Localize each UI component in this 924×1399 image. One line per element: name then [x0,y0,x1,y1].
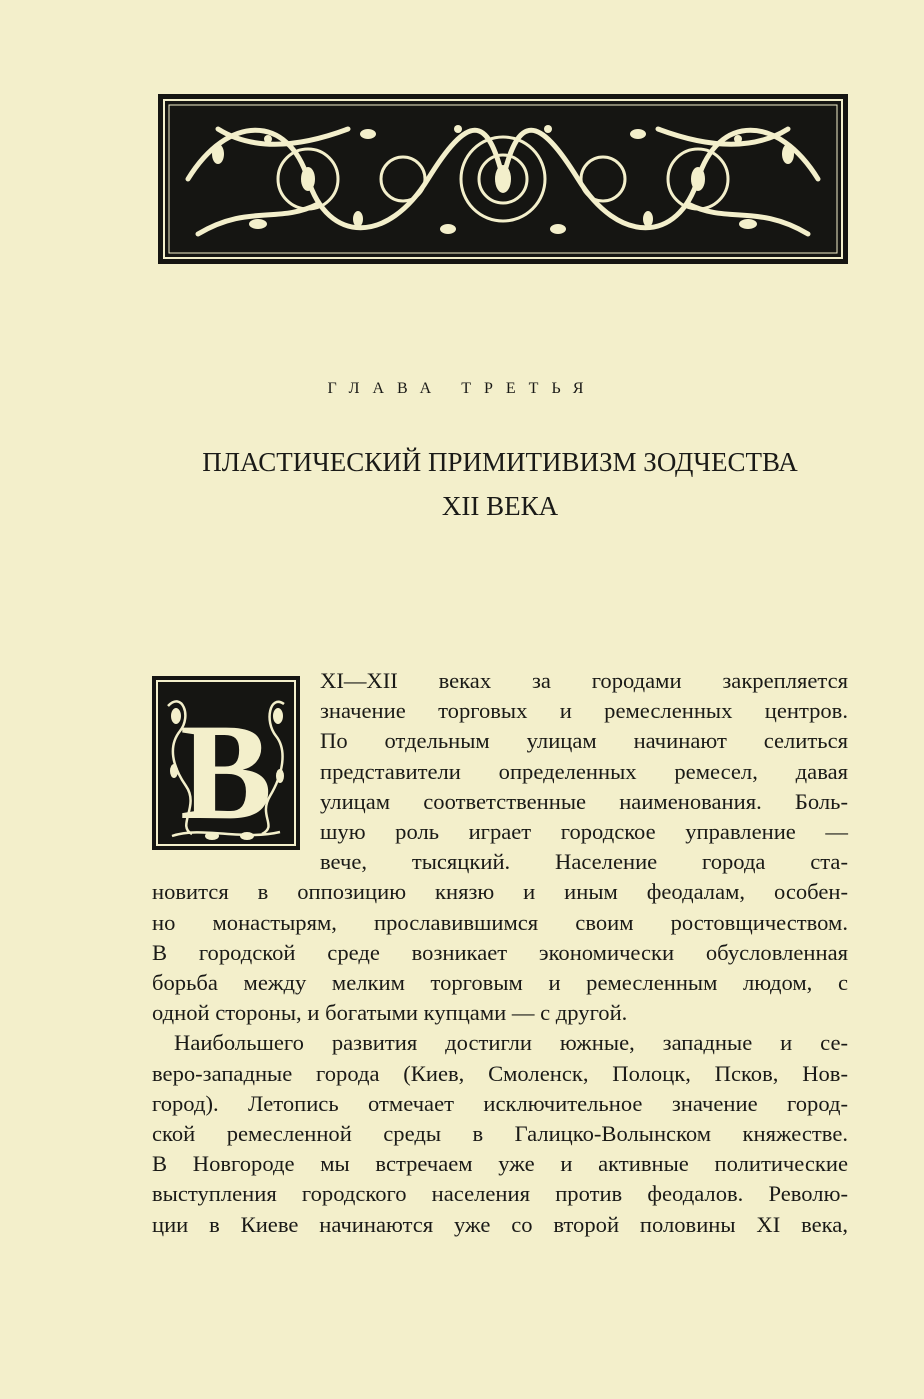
paragraph-1-line: улицам соответственные наименования. Боль- [320,788,848,814]
paragraph-1-line: одной стороны, и богатыми купцами — с другой. [152,1000,628,1026]
chapter-title-line-2: XII ВЕКА [441,491,559,521]
paragraph-1-line: шую роль играет городское управление — [320,819,848,845]
paragraph-2-line: ской ремесленной среды в Галицко-Волынском княжестве. [152,1121,848,1147]
paragraph-2-line: выступления городского населения против феодалов. Револю- [152,1181,848,1207]
paragraph-2-line: В Новгороде мы встречаем уже и активные политические [152,1151,848,1177]
paragraph-1-line: новится в оппозицию князю и иным феодалам, особен- [152,879,848,905]
paragraph-1-line: вече, тысяцкий. Население города ста- [320,849,848,875]
paragraph-1-line: но монастырям, прославившимся своим ростовщичеством. [152,909,848,935]
paragraph-2-line: город). Летопись отмечает исключительное значение город- [152,1090,848,1116]
paragraph-1-line: По отдельным улицам начинают селиться [320,728,848,754]
body-text [152,666,848,1240]
paragraph-1-line: борьба между мелким торговым и ремесленным людом, с [152,970,848,996]
dropcap-letter: В [179,695,273,848]
chapter-title [160,440,840,528]
paragraph-1-line: XI—XII веках за городами закрепляется [320,668,848,693]
paragraph-2-line: веро-западные города (Киев, Смоленск, Полоцк, Псков, Нов- [152,1060,848,1086]
chapter-title-line-1: ПЛАСТИЧЕСКИЙ ПРИМИТИВИЗМ ЗОДЧЕСТВА [202,447,798,477]
paragraph-1-line: значение торговых и ремесленных центров. [320,698,848,724]
chapter-label: ГЛАВА ТРЕТЬЯ [327,380,597,397]
paragraph-1-line: представители определенных ремесел, давая [320,758,848,784]
paragraph-2-line: ции в Киеве начинаются уже со второй половины XI века, [152,1211,848,1237]
floral-ornament-icon [158,94,848,264]
paragraph-1-line: В городской среде возникает экономически обусловленная [152,939,848,965]
paragraph-2-line: Наибольшего развития достигли южные, западные и се- [174,1030,848,1056]
